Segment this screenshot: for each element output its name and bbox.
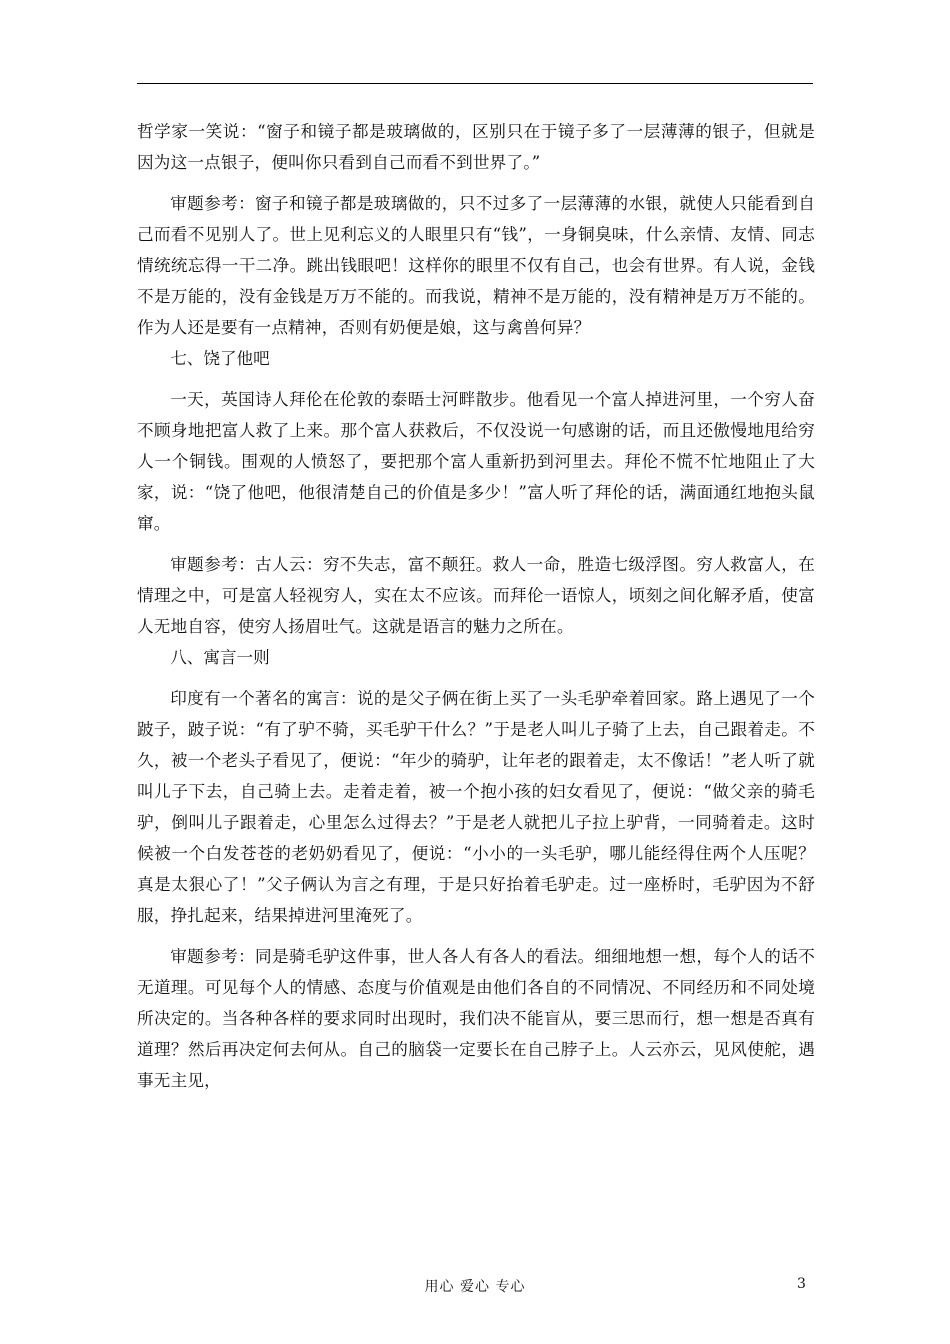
paragraph-review-reference-mirror: 审题参考：窗子和镜子都是玻璃做的，只不过多了一层薄薄的水银，就使人只能看到自己而看不见别人了。世上见利忘义的人眼里只有“钱”，一身铜臭味，什么亲情、友情、同志情统统忘得一干二净。跳出钱眼吧！这样你的眼里不仅有自己，也会有世界。有人说，金钱不是万能的，没有金钱是万万不能的。而我说，精神不是万能的，没有精神是万万不能的。作为人还是要有一点精神，否则有奶便是娘，这与禽兽何异？ [137,194,815,337]
paragraph-donkey-fable: 印度有一个著名的寓言：说的是父子俩在街上买了一头毛驴牵着回家。路上遇见了一个跛子，跛子说：“有了驴不骑，买毛驴干什么？”于是老人叫儿子骑了上去，自己跟着走。不久，被一个老头子看见了，便说：“年少的骑驴，让年老的跟着走，太不像话！”老人听了就叫儿子下去，自己骑上去。走着走着，被一个抱小孩的妇女看见了，便说：“做父亲的骑毛驴，倒叫儿子跟着走，心里怎么过得去？”于是老人就把儿子拉上驴背，一同骑着走。这时候被一个白发苍苍的老奶奶看见了，便说：“小小的一头毛驴，哪儿能经得住两个人压呢？真是太狠心了！”父子俩认为言之有理，于是只好抬着毛驴走。过一座桥时，毛驴因为不舒服，挣扎起来，结果掉进河里淹死了。 [137,689,815,925]
paragraph-review-reference-byron: 审题参考：古人云：穷不失志，富不颠狂。救人一命，胜造七级浮图。穷人救富人，在情理之中，可是富人轻视穷人，实在太不应该。而拜伦一语惊人，顷刻之间化解矛盾，使富人无地自容，使穷人扬眉吐气。这就是语言的魅力之所在。 [137,555,815,636]
page-number: 3 [797,1276,806,1292]
section-heading-8: 八、寓言一则 [170,648,270,667]
paragraph-byron-story: 一天，英国诗人拜伦在伦敦的泰晤士河畔散步。他看见一个富人掉进河里，一个穷人奋不顾身地把富人救了上来。那个富人获救后，不仅没说一句感谢的话，而且还傲慢地甩给穷人一个铜钱。围观的人愤怒了，要把那个富人重新扔到河里去。拜伦不慌不忙地阻止了大家，说：“饶了他吧，他很清楚自己的价值是多少！”富人听了拜伦的话，满面通红地抱头鼠窜。 [137,390,815,533]
page-body [137,116,815,1096]
paragraph-review-reference-donkey: 审题参考：同是骑毛驴这件事，世人各人有各人的看法。细细地想一想，每个人的话不无道理。可见每个人的情感、态度与价值观是由他们各自的不同情况、不同经历和不同处境所决定的。当各种各样的要求同时出现时，我们决不能盲从，要三思而行，想一想是否真有道理？然后再决定何去何从。自己的脑袋一定要长在自己脖子上。人云亦云，见风使舵，遇事无主见， [137,947,815,1090]
footer-motto: 用心 爱心 专心 [424,1279,526,1295]
header-rule [137,83,813,84]
section-heading-7: 七、饶了他吧 [170,349,270,368]
paragraph-philosopher-quote: 哲学家一笑说：“窗子和镜子都是玻璃做的，区别只在于镜子多了一层薄薄的银子，但就是因为这一点银子，便叫你只看到自己而看不到世界了。” [137,122,815,172]
